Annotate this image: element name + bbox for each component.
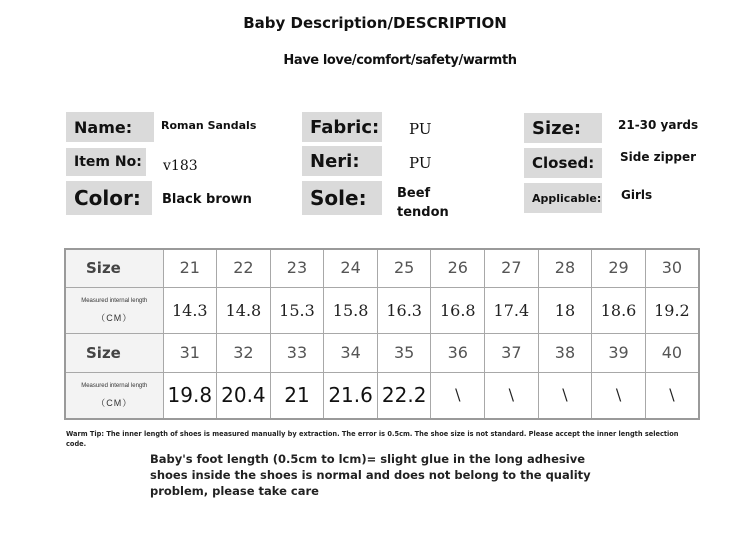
- neri-value: PU: [409, 154, 432, 172]
- size-cell: 36: [431, 334, 485, 372]
- length-cell: 21.6: [324, 372, 378, 419]
- care-note: Baby's foot length (0.5cm to lcm)= slight glue in the long adhesive shoes inside the shoes is normal and does not belong to the quality problem, please take care: [150, 452, 591, 498]
- name-value: Roman Sandals: [161, 119, 257, 132]
- size-cell: 21: [163, 249, 217, 287]
- fabric-value: PU: [409, 120, 432, 138]
- size-cell: 34: [324, 334, 378, 372]
- length-cell: 16.8: [431, 287, 485, 334]
- size-cell: 32: [217, 334, 271, 372]
- page-title: Baby Description/DESCRIPTION: [243, 14, 507, 32]
- length-row-header: Measured internal length （CM）: [65, 287, 163, 334]
- size-cell: 38: [538, 334, 592, 372]
- size-cell: 35: [377, 334, 431, 372]
- length-cell: \: [645, 372, 699, 419]
- closed-value: Side zipper: [620, 150, 696, 164]
- size-row-header: Size: [65, 334, 163, 372]
- size-chart-table: [64, 248, 700, 420]
- size-cell: 27: [485, 249, 539, 287]
- page-subtitle: Have love/comfort/safety/warmth: [283, 53, 517, 68]
- size-cell: 22: [217, 249, 271, 287]
- item-no-label: Item No:: [66, 148, 146, 176]
- length-cell: 19.8: [163, 372, 217, 419]
- size-cell: 23: [270, 249, 324, 287]
- length-cell: 15.8: [324, 287, 378, 334]
- table-row: [65, 249, 699, 287]
- color-value: Black brown: [162, 192, 252, 207]
- length-cell: 18.6: [592, 287, 646, 334]
- size-label: Size:: [524, 113, 602, 143]
- table-row: [65, 372, 699, 419]
- applicable-label: Applicable:: [524, 183, 602, 213]
- sole-value-line2: tendon: [397, 205, 449, 220]
- length-cell: 14.8: [217, 287, 271, 334]
- length-cell: 16.3: [377, 287, 431, 334]
- sole-value-line1: Beef: [397, 186, 431, 201]
- sole-label: Sole:: [302, 181, 382, 215]
- size-cell: 33: [270, 334, 324, 372]
- size-row-header: Size: [65, 249, 163, 287]
- fabric-label: Fabric:: [302, 112, 382, 142]
- size-cell: 37: [485, 334, 539, 372]
- length-cell: 15.3: [270, 287, 324, 334]
- size-cell: 30: [645, 249, 699, 287]
- length-cell: 17.4: [485, 287, 539, 334]
- size-cell: 26: [431, 249, 485, 287]
- warm-tip: Warm Tip: The inner length of shoes is measured manually by extraction. The error is 0.5cm. The shoe size is not standard. Please accept the inner length selection code.: [66, 430, 679, 448]
- size-cell: 28: [538, 249, 592, 287]
- size-cell: 31: [163, 334, 217, 372]
- size-cell: 25: [377, 249, 431, 287]
- size-cell: 39: [592, 334, 646, 372]
- length-cell: 14.3: [163, 287, 217, 334]
- length-cell: 22.2: [377, 372, 431, 419]
- length-cell: 19.2: [645, 287, 699, 334]
- size-value: 21-30 yards: [618, 118, 699, 132]
- closed-label: Closed:: [524, 148, 602, 178]
- neri-label: Neri:: [302, 146, 382, 176]
- length-cell: 20.4: [217, 372, 271, 419]
- item-no-value: v183: [163, 158, 198, 174]
- size-cell: 29: [592, 249, 646, 287]
- length-row-header: Measured internal length （CM）: [65, 372, 163, 419]
- length-cell: 18: [538, 287, 592, 334]
- length-cell: \: [592, 372, 646, 419]
- name-label: Name:: [66, 112, 154, 142]
- length-cell: \: [485, 372, 539, 419]
- applicable-value: Girls: [621, 188, 653, 202]
- length-cell: \: [431, 372, 485, 419]
- size-cell: 40: [645, 334, 699, 372]
- table-row: [65, 287, 699, 334]
- length-cell: \: [538, 372, 592, 419]
- table-row: [65, 334, 699, 372]
- size-cell: 24: [324, 249, 378, 287]
- color-label: Color:: [66, 181, 152, 215]
- length-cell: 21: [270, 372, 324, 419]
